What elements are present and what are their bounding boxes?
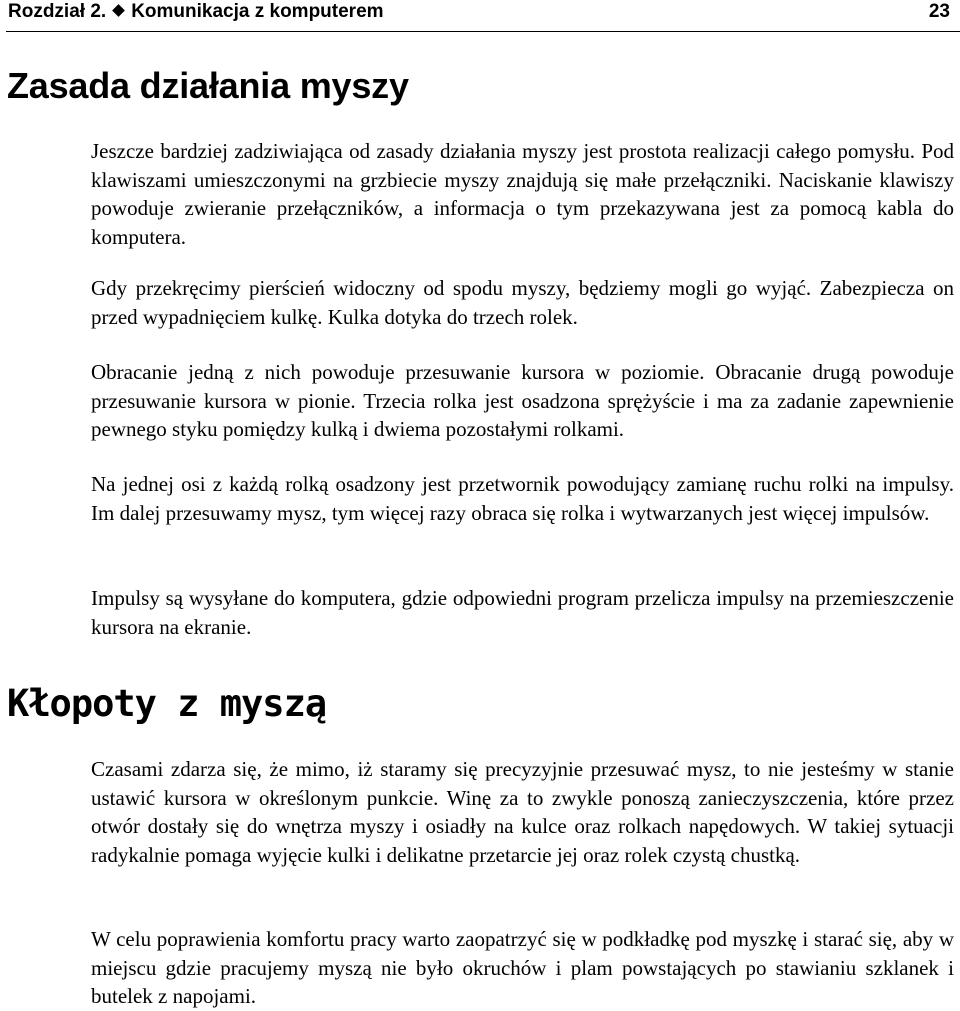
diamond-icon bbox=[112, 5, 125, 18]
paragraph: Czasami zdarza się, że mimo, iż staramy się precyzyjnie przesuwać mysz, to nie jesteśmy w stanie ustawić kursora w określonym punkcie. Winę za to zwykle ponoszą zanieczyszczenia, które przez otwór dostały się do wnętrza myszy i osiadły na kulce oraz rolkach napędowych. W takiej sytuacji radykalnie pomaga wyjęcie kulki i delikatne przetarcie jej oraz rolek czystą chustką. bbox=[91, 757, 954, 867]
header-rule bbox=[6, 31, 960, 32]
paragraph: Obracanie jedną z nich powoduje przesuwanie kursora w poziomie. Obracanie drugą powoduje przesuwanie kursora w pionie. Trzecia rolka jest osadzona sprężyście i ma za zadanie zapewnienie pewnego styku pomiędzy kulką i dwiema pozostałymi rolkami. bbox=[91, 360, 954, 442]
paragraph: Jeszcze bardziej zadziwiająca od zasady działania myszy jest prostota realizacji całego pomysłu. Pod klawiszami umieszczonymi na grzbiecie myszy znajdują się małe przełączniki. Naciskanie klawiszy powoduje zwieranie przełączników, a informacja o tym przekazywana jest za pomocą kabla do komputera. bbox=[91, 139, 954, 249]
chapter-label: Rozdział 2. bbox=[8, 1, 107, 22]
running-header bbox=[6, 0, 954, 24]
chapter-title: Komunikacja z komputerem bbox=[131, 1, 384, 22]
page-number: 23 bbox=[928, 1, 950, 22]
paragraph: Na jednej osi z każdą rolką osadzony jest przetwornik powodujący zamianę ruchu rolki na impulsy. Im dalej przesuwamy mysz, tym więcej razy obraca się rolka i wytwarzanych jest więcej impulsów. bbox=[91, 472, 954, 525]
section-title: Kłopoty z myszą bbox=[7, 682, 327, 725]
chapter-heading bbox=[8, 0, 384, 24]
paragraph: Impulsy są wysyłane do komputera, gdzie odpowiedni program przelicza impulsy na przemieszczenie kursora na ekranie. bbox=[91, 586, 954, 639]
paragraph: W celu poprawienia komfortu pracy warto zaopatrzyć się w podkładkę pod myszkę i starać się, aby w miejscu gdzie pracujemy myszą nie było okruchów i plam powstających po stawianiu szklanek i butelek z napojami. bbox=[91, 927, 954, 1009]
section-title: Zasada działania myszy bbox=[7, 65, 409, 106]
paragraph: Gdy przekręcimy pierścień widoczny od spodu myszy, będziemy mogli go wyjąć. Zabezpiecza on przed wypadnięciem kulkę. Kulka dotyka do trzech rolek. bbox=[91, 276, 954, 329]
